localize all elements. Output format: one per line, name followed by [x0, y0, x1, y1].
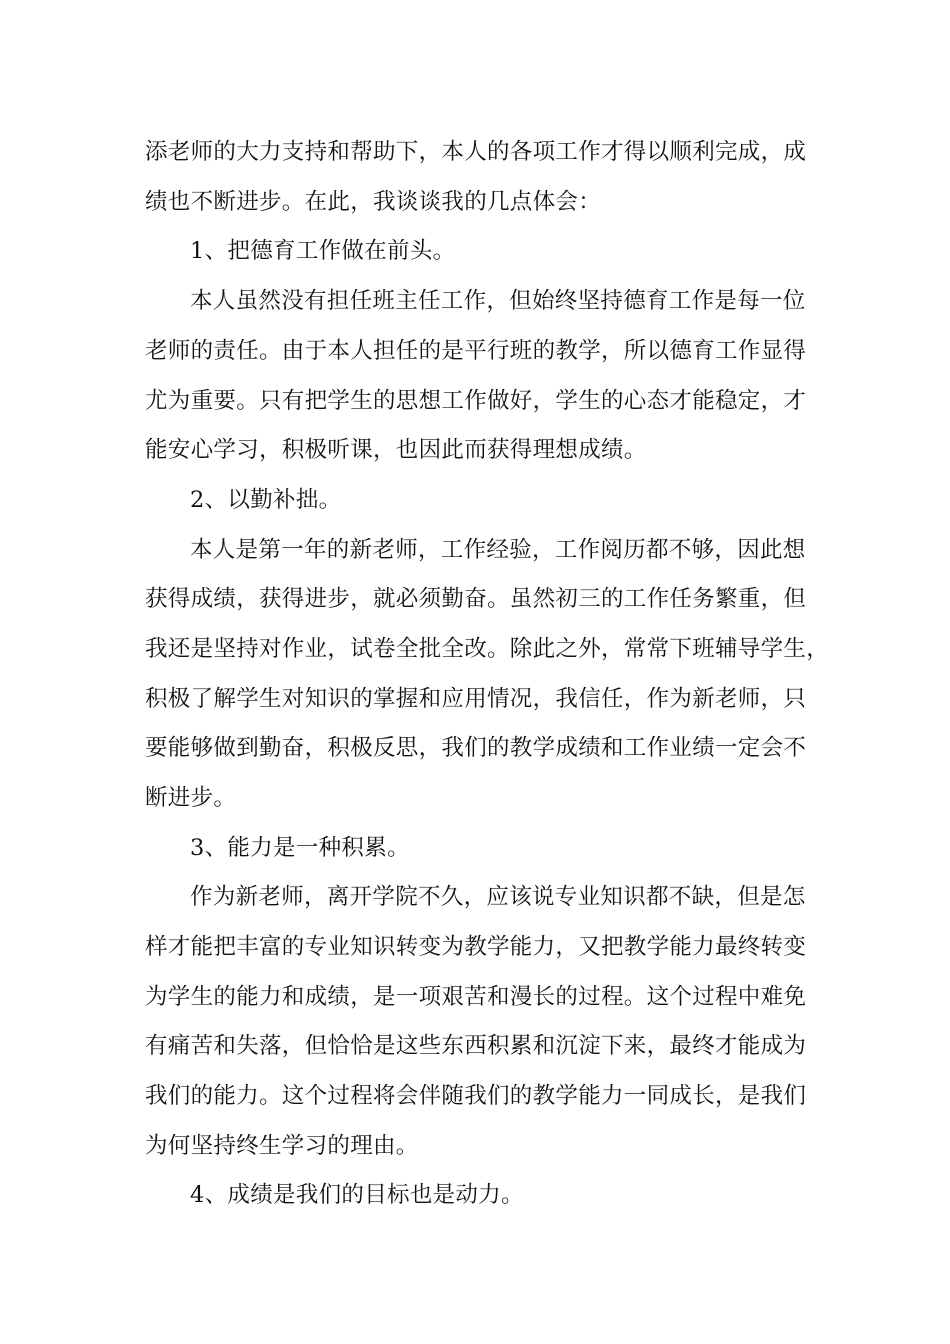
paragraph-line: 断进步。	[145, 785, 237, 811]
paragraph-line: 要能够做到勤奋，积极反思，我们的教学成绩和工作业绩一定会不	[145, 735, 807, 761]
paragraph-line: 获得成绩，获得进步，就必须勤奋。虽然初三的工作任务繁重，但	[145, 586, 807, 612]
paragraph-line: 有痛苦和失落，但恰恰是这些东西积累和沉淀下来，最终才能成为	[145, 1033, 807, 1059]
paragraph-line: 为学生的能力和成绩，是一项艰苦和漫长的过程。这个过程中难免	[145, 984, 807, 1010]
paragraph-line: 能安心学习，积极听课，也因此而获得理想成绩。	[145, 437, 647, 463]
paragraph-line: 样才能把丰富的专业知识转变为教学能力，又把教学能力最终转变	[145, 934, 807, 960]
section-heading-1: 1、把德育工作做在前头。	[190, 238, 456, 264]
section-heading-4: 4、成绩是我们的目标也是动力。	[190, 1182, 524, 1208]
paragraph-line: 我们的能力。这个过程将会伴随我们的教学能力一同成长，是我们	[145, 1083, 807, 1109]
paragraph-line: 老师的责任。由于本人担任的是平行班的教学，所以德育工作显得	[145, 338, 807, 364]
paragraph-line: 绩也不断进步。在此，我谈谈我的几点体会：	[145, 189, 602, 215]
paragraph-line: 本人是第一年的新老师，工作经验，工作阅历都不够，因此想	[190, 537, 806, 563]
paragraph-line: 尤为重要。只有把学生的思想工作做好，学生的心态才能稳定，才	[145, 388, 807, 414]
section-heading-3: 3、能力是一种积累。	[190, 835, 410, 861]
paragraph-line: 我还是坚持对作业，试卷全批全改。除此之外，常常下班辅导学生，	[145, 636, 830, 662]
paragraph-line: 本人虽然没有担任班主任工作，但始终坚持德育工作是每一位	[190, 288, 806, 314]
paragraph-line: 作为新老师，离开学院不久，应该说专业知识都不缺，但是怎	[190, 884, 806, 910]
paragraph-line: 为何坚持终生学习的理由。	[145, 1133, 419, 1159]
paragraph-line: 添老师的大力支持和帮助下，本人的各项工作才得以顺利完成，成	[145, 139, 807, 165]
section-heading-2: 2、以勤补拙。	[190, 487, 342, 513]
paragraph-line: 积极了解学生对知识的掌握和应用情况，我信任，作为新老师，只	[145, 686, 807, 712]
